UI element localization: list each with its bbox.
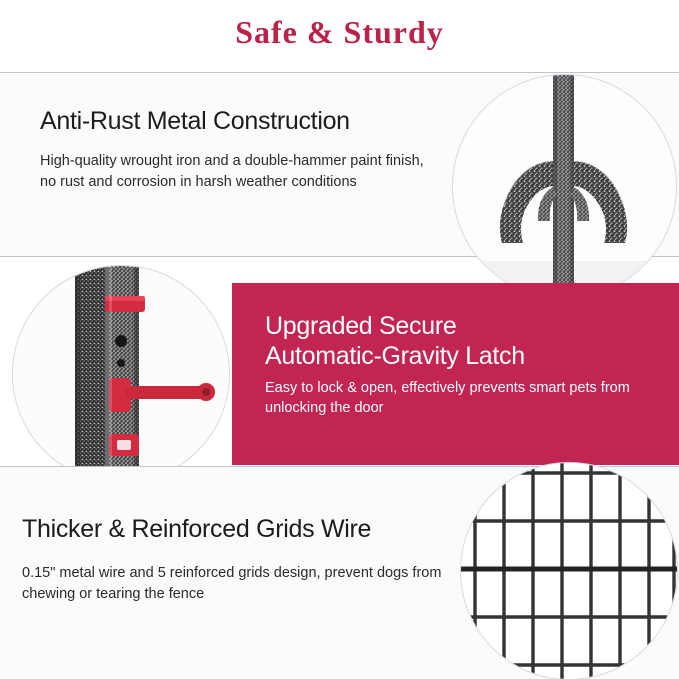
gravity-latch-illustration — [13, 266, 229, 482]
feature-title-line-1: Upgraded Secure — [265, 312, 457, 340]
wrought-iron-arch-photo — [452, 74, 677, 299]
feature-body-secure-latch: Easy to lock & open, effectively prevents smart pets from unlocking the door — [265, 380, 630, 416]
grid-wire-illustration — [461, 463, 677, 679]
feature-title-reinforced-grids: Thicker & Reinforced Grids Wire — [22, 515, 372, 543]
feature-body-reinforced-grids: 0.15" metal wire and 5 reinforced grids design, prevent dogs from chewing or tearing the fence — [22, 565, 442, 602]
header — [0, 0, 679, 72]
grid-wire-photo — [460, 462, 678, 679]
feature-title-line-2: Automatic-Gravity Latch — [265, 342, 525, 370]
gravity-latch-photo — [12, 265, 230, 483]
feature-title-anti-rust: Anti-Rust Metal Construction — [40, 107, 350, 135]
feature-body-anti-rust: High-quality wrought iron and a double-hammer paint finish, no rust and corrosion in harsh weather conditions — [40, 153, 424, 190]
page-title: Safe & Sturdy — [235, 14, 444, 50]
wrought-iron-arch-illustration — [453, 75, 676, 298]
feature-title-secure-latch — [265, 311, 665, 371]
